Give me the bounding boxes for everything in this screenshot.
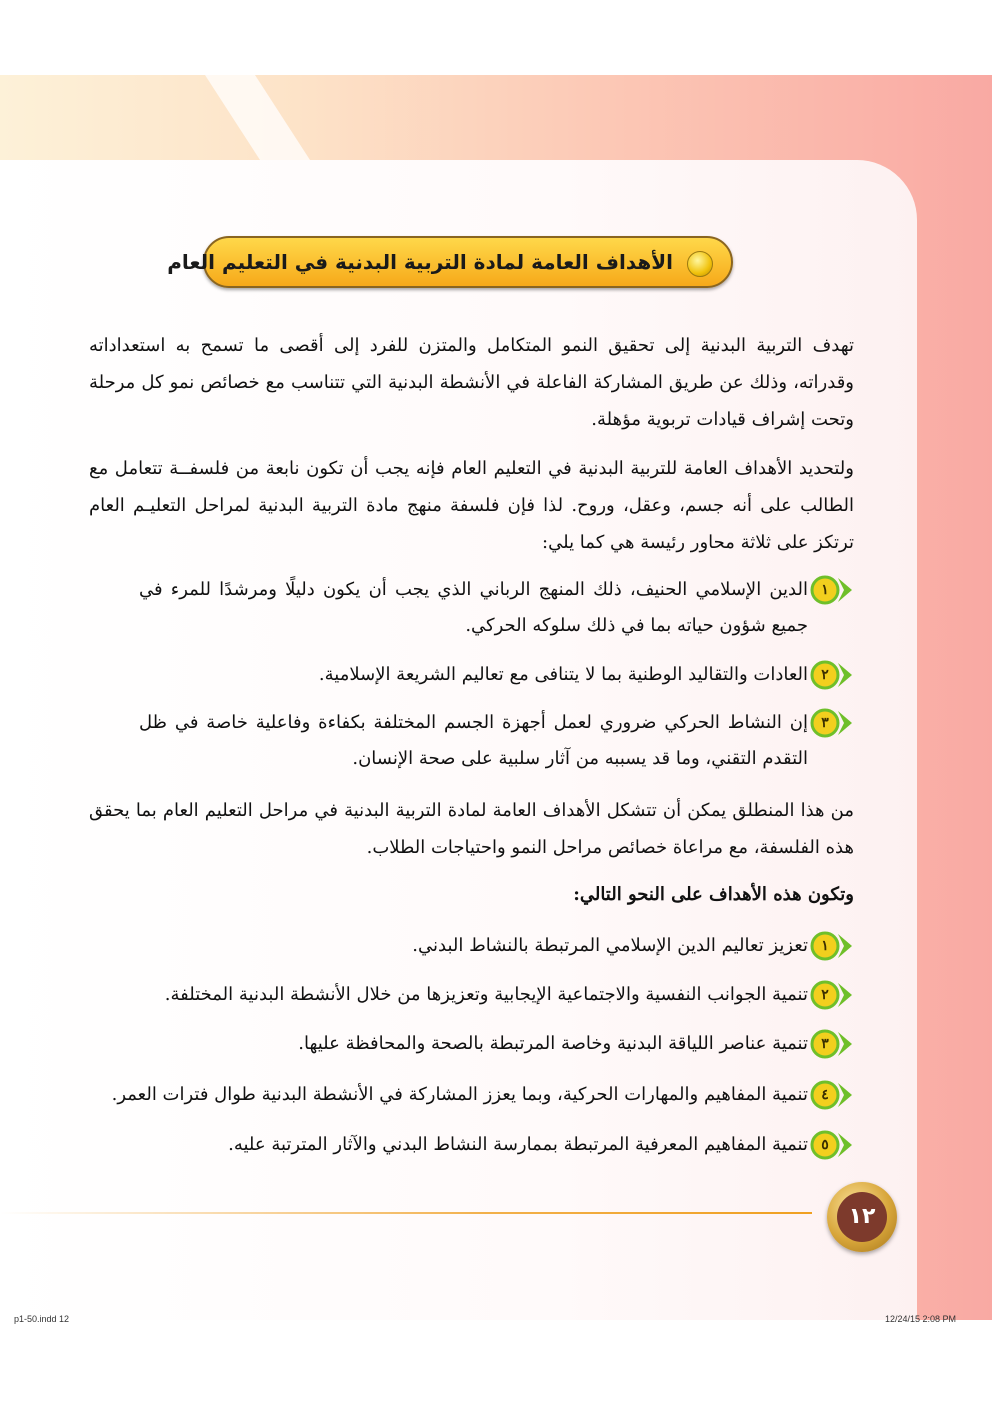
paragraph-intro: تهدف التربية البدنية إلى تحقيق النمو المتكامل والمتزن للفرد إلى أقصى ما تسمح به استعداداته وقدراته، وذلك عن طريق المشاركة الفاعلة في الأنشطة البدنية التي تتناسب مع خصائص نمو كل مرحلة وتحت إشراف قيادات تربوية مؤهلة.: [89, 335, 854, 430]
page-number: ١٢: [837, 1192, 887, 1242]
goal-item: [94, 1077, 854, 1113]
number-badge-icon: ٢: [810, 980, 854, 1010]
pillar-item: [139, 572, 854, 644]
goal-item: [139, 1127, 854, 1163]
heading-text: الأهداف العامة لمادة التربية البدنية في التعليم العام: [167, 250, 673, 274]
print-file-info: p1-50.indd 12: [14, 1314, 70, 1324]
pillar-item: [139, 705, 854, 777]
pillar-item: [139, 657, 854, 693]
number-badge-icon: ٢: [810, 660, 854, 690]
goal-text: تعزيز تعاليم الدين الإسلامي المرتبطة بالنشاط البدني.: [412, 935, 808, 956]
goal-item: [139, 928, 854, 964]
number-badge-icon: ٣: [810, 1029, 854, 1059]
pillar-text: إن النشاط الحركي ضروري لعمل أجهزة الجسم المختلفة بكفاءة وفاعلية خاصة في ظل التقدم التقني، وما قد يسببه من آثار سلبية على صحة الإنسان.: [139, 712, 808, 769]
print-date-info: 12/24/15 2:08 PM: [885, 1314, 957, 1324]
paragraph-conclusion: من هذا المنطلق يمكن أن تتشكل الأهداف العامة لمادة التربية البدنية في مراحل التعليم العام بما يحقق هذه الفلسفة، مع مراعاة خصائص مراحل النمو واحتياجات الطلاب.: [89, 800, 854, 858]
footer-divider: [0, 1212, 812, 1214]
bullet-dot-icon: [687, 251, 713, 277]
goal-text: تنمية عناصر اللياقة البدنية وخاصة المرتبطة بالصحة والمحافظة عليها.: [298, 1033, 808, 1054]
goal-text: تنمية المفاهيم والمهارات الحركية، وبما يعزز المشاركة في الأنشطة البدنية طوال فترات العمر.: [111, 1084, 808, 1105]
paragraph-philosophy: ولتحديد الأهداف العامة للتربية البدنية في التعليم العام فإنه يجب أن تكون نابعة من فلسفــة تتعامل مع الطالب على أنه جسم، وعقل، وروح. لذا فإن فلسفة منهج مادة التربية البدنية لمراحل التعليـم العام ترتكز على ثلاثة محاور رئيسة هي كما يلي:: [89, 458, 854, 553]
goal-item: [139, 1026, 854, 1062]
pillar-text: الدين الإسلامي الحنيف، ذلك المنهج الرباني الذي يجب أن يكون دليلًا ومرشدًا للمرء في جميع شؤون حياته بما في ذلك سلوكه الحركي.: [139, 579, 808, 636]
goal-text: تنمية المفاهيم المعرفية المرتبطة بممارسة النشاط البدني والآثار المترتبة عليه.: [228, 1134, 808, 1155]
pillar-text: العادات والتقاليد الوطنية بما لا يتنافى مع تعاليم الشريعة الإسلامية.: [318, 664, 808, 685]
number-badge-icon: ١: [810, 931, 854, 961]
goals-intro: وتكون هذه الأهداف على النحو التالي:: [573, 884, 854, 905]
page-number-badge: [827, 1182, 897, 1252]
goal-text: تنمية الجوانب النفسية والاجتماعية الإيجابية وتعزيزها من خلال الأنشطة البدنية المختلفة.: [164, 984, 808, 1005]
number-badge-icon: ٥: [810, 1130, 854, 1160]
number-badge-icon: ٣: [810, 708, 854, 738]
goal-item: [94, 977, 854, 1013]
number-badge-icon: ١: [810, 575, 854, 605]
section-heading: [167, 236, 733, 288]
number-badge-icon: ٤: [810, 1080, 854, 1110]
